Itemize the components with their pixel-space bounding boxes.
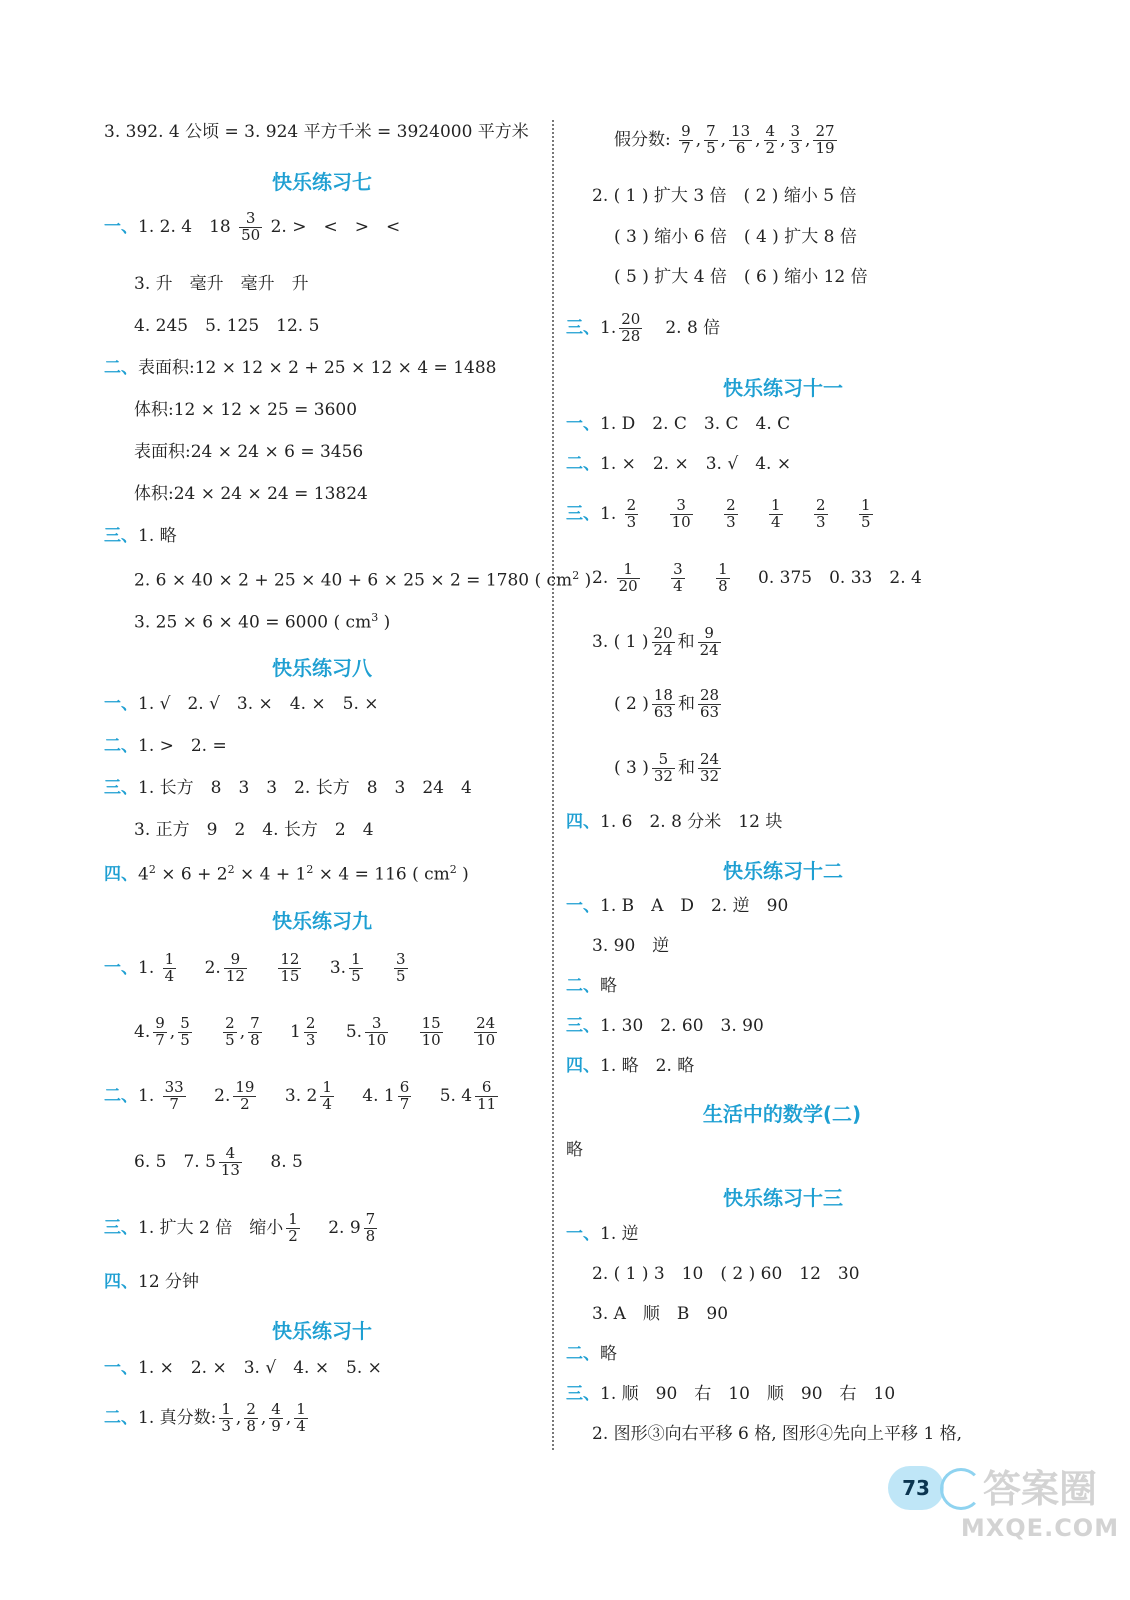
fraction: $\frac{5}{5}$ xyxy=(180,1014,190,1049)
fraction: $\frac{20}{24}$ xyxy=(653,624,673,659)
section-lead: 二、 xyxy=(104,1407,138,1428)
answer-text: 1. 长方 8 3 3 2. 长方 8 3 24 4 xyxy=(138,778,472,798)
answer-text: 1. × 2. × 3. √ 4. × 5. × xyxy=(138,1358,382,1378)
answer-line xyxy=(104,211,400,244)
answer-line: 2. ( 1 ) 3 10 ( 2 ) 60 12 30 xyxy=(592,1264,860,1284)
section-lead: 四、 xyxy=(104,1272,138,1292)
section-title-9: 快乐练习九 xyxy=(272,909,372,933)
section-lead: 三、 xyxy=(566,1384,600,1404)
fraction: $\frac{3}{50}$ xyxy=(241,209,261,244)
section-lead: 一、 xyxy=(104,957,138,978)
section-lead: 二、 xyxy=(566,1344,600,1364)
fraction: $\frac{13}{6}$ xyxy=(731,122,751,157)
answer-line xyxy=(104,1360,382,1377)
fraction: $\frac{7}{8}$ xyxy=(365,1210,376,1245)
answer-line xyxy=(104,360,496,377)
answer-line: 4. $\frac{9}{7}$ , $\frac{5}{5}$ $\frac{2}{5}$ , $\frac{7}{8}$ 1 $\frac{2}{3}$ 5. $\frac{3}{10}$ $\frac{15}{10}$ $\frac{24}{10}$ xyxy=(134,1014,496,1049)
fraction: $\frac{9}{24}$ xyxy=(699,624,719,659)
answer-text: 1. 6 2. 8 分米 12 块 xyxy=(600,812,783,832)
fraction: $\frac{28}{63}$ xyxy=(699,686,720,721)
answer-line xyxy=(566,456,791,473)
answer-line xyxy=(566,1346,617,1363)
answer-line: 3. ( 1 ) $\frac{20}{24}$ 和 $\frac{9}{24}$ xyxy=(592,624,719,659)
fraction: $\frac{18}{63}$ xyxy=(653,686,673,721)
section-lead: 二、 xyxy=(104,1085,138,1106)
text-line: 3. 392. 4 公顷 = 3. 924 平方千米 = 3924000 平方米 xyxy=(104,122,529,142)
section-title-11: 快乐练习十一 xyxy=(723,376,843,400)
fraction: $\frac{12}{15}$ xyxy=(280,950,300,985)
fraction: $\frac{9}{7}$ xyxy=(155,1014,165,1049)
section-title-12: 快乐练习十二 xyxy=(723,859,843,883)
section-lead: 三、 xyxy=(566,317,600,338)
answer-line: ( 5 ) 扩大 4 倍 ( 6 ) 缩小 12 倍 xyxy=(614,267,868,287)
answer-text: 1. 逆 xyxy=(600,1224,639,1244)
column-divider xyxy=(552,120,554,1450)
answer-line: 三、1. $\frac{20}{28}$ 2. 8 倍 xyxy=(566,310,721,345)
fraction: $\frac{1}{4}$ xyxy=(164,950,175,985)
fraction: $\frac{2}{3}$ xyxy=(626,496,637,531)
section-lead: 三、 xyxy=(566,1016,600,1036)
answer-line xyxy=(566,1018,764,1035)
answer-line: ( 3 ) $\frac{5}{32}$ 和 $\frac{24}{32}$ xyxy=(614,750,720,785)
fraction: $\frac{3}{5}$ xyxy=(396,950,406,985)
watermark-url: MXQE.COM xyxy=(960,1514,1120,1542)
fraction: $\frac{1}{5}$ xyxy=(351,950,361,985)
answer-line: 6. 5 7. 5 $\frac{4}{13}$ 8. 5 xyxy=(134,1144,303,1179)
answer-text: 表面积:12 × 12 × 2 + 25 × 12 × 4 = 1488 xyxy=(138,358,497,378)
answer-line xyxy=(566,416,790,433)
answer-line: 三、1. $\frac{2}{3}$ $\frac{3}{10}$ $\frac{2}{3}$ $\frac{1}{4}$ $\frac{2}{3}$ $\frac{1}{5}$ xyxy=(566,496,871,531)
fraction: $\frac{1}{8}$ xyxy=(718,560,728,595)
fraction: $\frac{4}{2}$ xyxy=(765,122,776,157)
answer-text: 1. × 2. × 3. √ 4. × xyxy=(600,454,792,474)
section-lead: 三、 xyxy=(104,526,138,546)
fraction: $\frac{20}{28}$ xyxy=(621,310,641,345)
fraction: $\frac{7}{5}$ xyxy=(706,122,716,157)
answer-text: 1. 略 2. 略 xyxy=(600,1056,695,1076)
fraction: $\frac{1}{4}$ xyxy=(296,1400,306,1435)
fraction: $\frac{9}{7}$ xyxy=(681,122,691,157)
section-lead: 三、 xyxy=(104,1217,138,1238)
answer-line: 一、1. $\frac{1}{4}$ 2. $\frac{9}{12}$ $\frac{12}{15}$ 3. $\frac{1}{5}$ $\frac{3}{5}$ xyxy=(104,950,406,985)
fraction: $\frac{24}{32}$ xyxy=(699,750,720,785)
fraction: $\frac{1}{4}$ xyxy=(322,1078,332,1113)
answer-line: ( 3 ) 缩小 6 倍 ( 4 ) 扩大 8 倍 xyxy=(614,227,857,247)
answer-text: 1. 略 xyxy=(138,526,177,546)
section-lead: 一、 xyxy=(566,896,600,916)
fraction: $\frac{3}{4}$ xyxy=(673,560,683,595)
answer-text: 略 xyxy=(600,976,617,996)
section-lead: 四、 xyxy=(104,864,138,885)
fraction: $\frac{15}{10}$ xyxy=(421,1014,441,1049)
section-lead: 三、 xyxy=(104,778,138,798)
answer-text: 1. 2. 4 18 xyxy=(138,216,231,237)
fraction: $\frac{1}{5}$ xyxy=(860,496,871,531)
answer-line: 3. 升 毫升 毫升 升 xyxy=(134,274,309,294)
fraction: $\frac{19}{2}$ xyxy=(235,1078,255,1113)
answer-line xyxy=(104,1274,199,1291)
section-title-7: 快乐练习七 xyxy=(272,170,372,194)
answer-text: 略 xyxy=(600,1344,617,1364)
answer-line xyxy=(566,898,788,915)
answer-text: 2. > < > < xyxy=(270,216,401,237)
answer-text: 12 分钟 xyxy=(138,1272,200,1292)
fraction: $\frac{1}{2}$ xyxy=(288,1210,298,1245)
answer-line: 三、1. 扩大 2 倍 缩小 $\frac{1}{2}$ 2. 9 $\frac{7}{8}$ xyxy=(104,1210,376,1245)
section-lead: 三、 xyxy=(566,503,600,524)
section-lead: 二、 xyxy=(104,736,138,756)
section-lead: 一、 xyxy=(566,414,600,434)
answer-line: 假分数: $\frac{9}{7}$ , $\frac{7}{5}$ , $\frac{13}{6}$ , $\frac{4}{2}$ , $\frac{3}{3}$ , $\frac{27}{19}$ xyxy=(614,122,835,157)
answer-line: 表面积:24 × 24 × 6 = 3456 xyxy=(134,442,364,462)
answer-line: 4. 245 5. 125 12. 5 xyxy=(134,316,320,336)
fraction: $\frac{6}{11}$ xyxy=(477,1078,497,1113)
section-lead: 二、 xyxy=(566,454,600,474)
answer-text: 1. D 2. C 3. C 4. C xyxy=(600,414,791,434)
section-title-8: 快乐练习八 xyxy=(272,656,372,680)
answer-text: 1. 30 2. 60 3. 90 xyxy=(600,1016,764,1036)
fraction: $\frac{4}{9}$ xyxy=(271,1400,281,1435)
answer-line: 四、$4^2 \times 6 + 2^2 \times 4 + 1^2 \times 4 = 116$ ( $cm^2$ ) xyxy=(104,863,469,885)
fraction: $\frac{1}{4}$ xyxy=(771,496,781,531)
answer-line xyxy=(566,1058,694,1075)
section-lead: 二、 xyxy=(566,976,600,996)
answer-line xyxy=(566,1386,895,1403)
answer-line xyxy=(566,1226,639,1243)
answer-line: 二、1. 真分数: $\frac{1}{3}$ , $\frac{2}{8}$ , $\frac{4}{9}$ , $\frac{1}{4}$ xyxy=(104,1400,306,1435)
section-lead: 四、 xyxy=(566,1056,600,1076)
fraction: $\frac{4}{13}$ xyxy=(220,1144,240,1179)
answer-text: 1. > 2. = xyxy=(138,736,227,756)
answer-line xyxy=(104,528,177,545)
fraction: $\frac{9}{12}$ xyxy=(225,950,245,985)
section-lead: 一、 xyxy=(104,694,138,714)
fraction: $\frac{33}{7}$ xyxy=(164,1078,184,1113)
fraction: $\frac{7}{8}$ xyxy=(250,1014,260,1049)
section-lead: 一、 xyxy=(104,1358,138,1378)
section-title-13: 快乐练习十三 xyxy=(723,1186,843,1210)
answer-line: 略 xyxy=(566,1140,583,1160)
section-title-10: 快乐练习十 xyxy=(272,1319,372,1343)
fraction: $\frac{1}{3}$ xyxy=(221,1400,231,1435)
fraction: $\frac{2}{5}$ xyxy=(225,1014,235,1049)
answer-line: 二、1. $\frac{33}{7}$ 2. $\frac{19}{2}$ 3. 2 $\frac{1}{4}$ 4. 1 $\frac{6}{7}$ 5. 4 $\frac{6}{11}$ xyxy=(104,1078,497,1113)
fraction: $\frac{3}{10}$ xyxy=(671,496,691,531)
answer-line xyxy=(566,814,782,831)
fraction: $\frac{5}{32}$ xyxy=(653,750,673,785)
fraction: $\frac{1}{20}$ xyxy=(618,560,638,595)
answer-line: 2. $\frac{1}{20}$ $\frac{3}{4}$ $\frac{1}{8}$ 0. 375 0. 33 2. 4 xyxy=(592,560,922,595)
answer-line: 体积:24 × 24 × 24 = 13824 xyxy=(134,484,368,504)
fraction: $\frac{2}{3}$ xyxy=(726,496,736,531)
fraction: $\frac{3}{3}$ xyxy=(790,122,801,157)
answer-line xyxy=(566,978,617,995)
page-number: 73 xyxy=(888,1466,944,1510)
fraction: $\frac{27}{19}$ xyxy=(815,122,835,157)
section-lead: 二、 xyxy=(104,358,138,378)
fraction: $\frac{3}{10}$ xyxy=(367,1014,387,1049)
answer-text: 1. √ 2. √ 3. × 4. × 5. × xyxy=(138,694,379,714)
section-lead: 四、 xyxy=(566,812,600,832)
answer-line: 2. 图形③向右平移 6 格, 图形④先向上平移 1 格, xyxy=(592,1424,963,1444)
fraction: $\frac{24}{10}$ xyxy=(476,1014,496,1049)
answer-line: 2. 6 × 40 × 2 + 25 × 40 + 6 × 25 × 2 = 1780 ( $cm^2$ ) xyxy=(134,569,592,591)
answer-line: 3. 正方 9 2 4. 长方 2 4 xyxy=(134,820,374,840)
answer-line: ( 2 ) $\frac{18}{63}$ 和 $\frac{28}{63}$ xyxy=(614,686,720,721)
answer-line: 3. 90 逆 xyxy=(592,936,670,956)
section-title-life: 生活中的数学(二) xyxy=(702,1102,862,1126)
fraction: $\frac{6}{7}$ xyxy=(399,1078,410,1113)
answer-text: 1. 顺 90 右 10 顺 90 右 10 xyxy=(600,1384,896,1404)
watermark xyxy=(955,1467,1125,1590)
watermark-text: 答案圈 xyxy=(982,1467,1097,1511)
fraction: $\frac{2}{3}$ xyxy=(305,1014,316,1049)
answer-line xyxy=(104,780,472,797)
answer-line: 3. A 顺 B 90 xyxy=(592,1304,729,1324)
answer-line xyxy=(104,738,227,755)
answer-line: 体积:12 × 12 × 25 = 3600 xyxy=(134,400,358,420)
fraction: $\frac{2}{8}$ xyxy=(246,1400,256,1435)
section-lead: 一、 xyxy=(566,1224,600,1244)
fraction: $\frac{2}{3}$ xyxy=(816,496,826,531)
answer-line: 2. ( 1 ) 扩大 3 倍 ( 2 ) 缩小 5 倍 xyxy=(592,186,857,206)
answer-line: 3. 25 × 6 × 40 = 6000 ( $cm^3$ ) xyxy=(134,611,391,633)
answer-text: 1. B A D 2. 逆 90 xyxy=(600,896,789,916)
answer-line xyxy=(104,696,379,713)
section-lead: 一、 xyxy=(104,216,138,237)
